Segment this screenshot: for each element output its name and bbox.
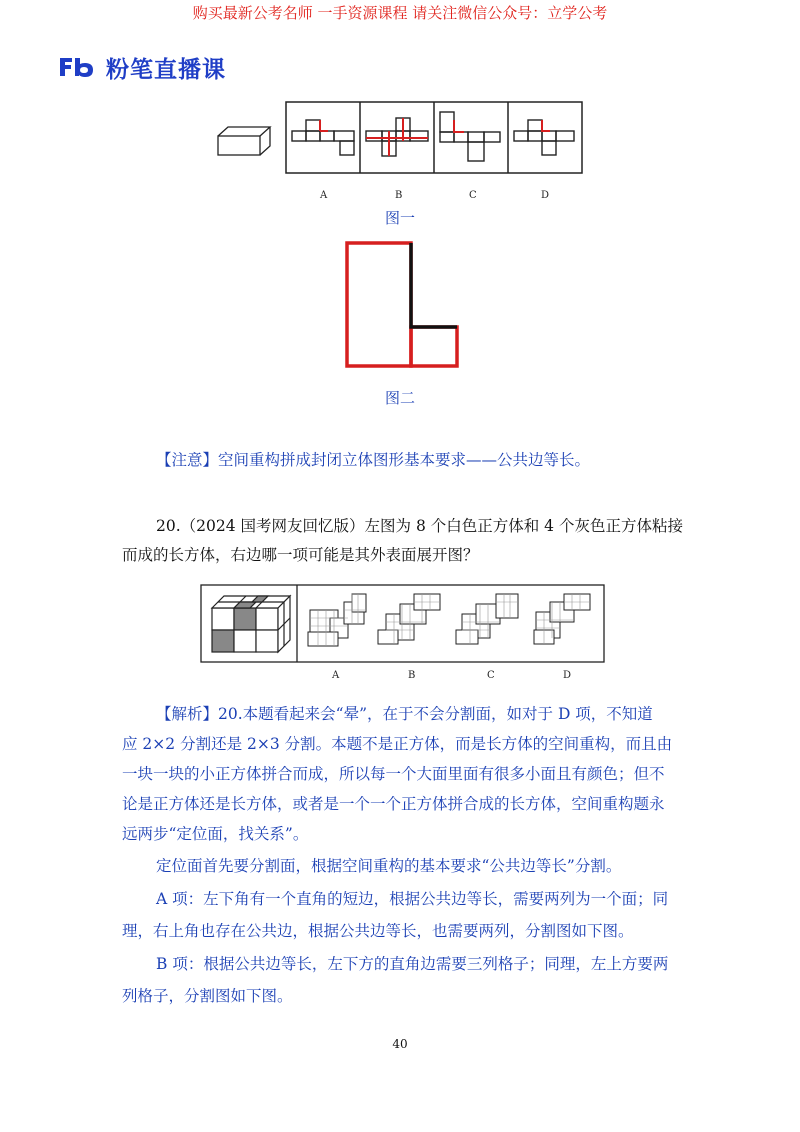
note-tag: 【注意】 [156, 451, 219, 469]
cuboid-drawing [218, 127, 270, 155]
fig1-label-d: D [541, 190, 550, 201]
fig1-label-b: B [395, 190, 403, 201]
analysis-line-3: 一块一块的小正方体拼合而成，所以每一个大面里面有很多小面且有颜色；但不 [122, 765, 665, 783]
figure1-caption: 图一 [384, 209, 415, 227]
grid-net-b [378, 594, 440, 644]
brand-logo [58, 52, 226, 82]
analysis-option-b-2: 列格子，分割图如下图。 [122, 987, 293, 1005]
q-label-d: D [563, 670, 572, 681]
note-text: 空间重构拼成封闭立体图形基本要求——公共边等长。 [218, 451, 591, 469]
analysis-tag: 【解析】 [156, 705, 219, 723]
grid-net-c [456, 594, 518, 644]
analysis-option-b-1: B 项：根据公共边等长，左下方的直角边需要三列格子；同理，左上方要两 [156, 955, 669, 973]
figure2-diagram [340, 236, 465, 371]
analysis-line-4: 论是正方体还是长方体，或者是一个一个正方体拼合成的长方体，空间重构题永 [122, 795, 665, 813]
grid-net-d [534, 594, 590, 644]
net-option-b [366, 118, 428, 156]
q-label-a: A [332, 670, 340, 681]
analysis-line-2: 应 2×2 分割还是 2×3 分割。本题不是正方体，而是长方体的空间重构，而且由 [122, 735, 673, 753]
fig1-label-c: C [469, 190, 477, 201]
grid-net-a [308, 594, 366, 646]
cube-block-drawing [212, 596, 290, 652]
fb-logo-icon [58, 55, 100, 79]
analysis-option-a-1: A 项：左下角有一个直角的短边，根据公共边等长，需要两列为一个面；同 [156, 890, 669, 908]
promo-banner: 购买最新公考名师 一手资源课程 请关注微信公众号：立学公考 [192, 4, 608, 22]
net-option-a [292, 120, 354, 155]
question-figure [200, 584, 605, 664]
q-label-b: B [408, 670, 416, 681]
analysis-line-1 [156, 700, 653, 728]
analysis-para-2: 定位面首先要分割面，根据空间重构的基本要求“公共边等长”分割。 [156, 857, 622, 875]
analysis-option-a-2: 理，右上角也存在公共边，根据公共边等长，也需要两列，分割图如下图。 [122, 922, 634, 940]
options-frame [286, 102, 582, 173]
note-line [156, 446, 590, 474]
question-line-1: 20.（2024 国考网友回忆版）左图为 8 个白色正方体和 4 个灰色正方体粘接 [156, 517, 683, 535]
page-number: 40 [392, 1037, 408, 1051]
q-label-c: C [487, 670, 495, 681]
analysis-line-5: 远两步“定位面，找关系”。 [122, 825, 309, 843]
question-line-2: 而成的长方体，右边哪一项可能是其外表面展开图？ [122, 546, 479, 564]
figure2-caption: 图二 [384, 389, 415, 407]
net-option-d [514, 120, 574, 155]
fig1-label-a: A [320, 190, 328, 201]
logo-text: 粉笔直播课 [106, 56, 226, 83]
net-option-c [440, 112, 500, 161]
analysis-text-1: 20.本题看起来会“晕”，在于不会分割面，如对于 D 项，不知道 [218, 705, 653, 723]
